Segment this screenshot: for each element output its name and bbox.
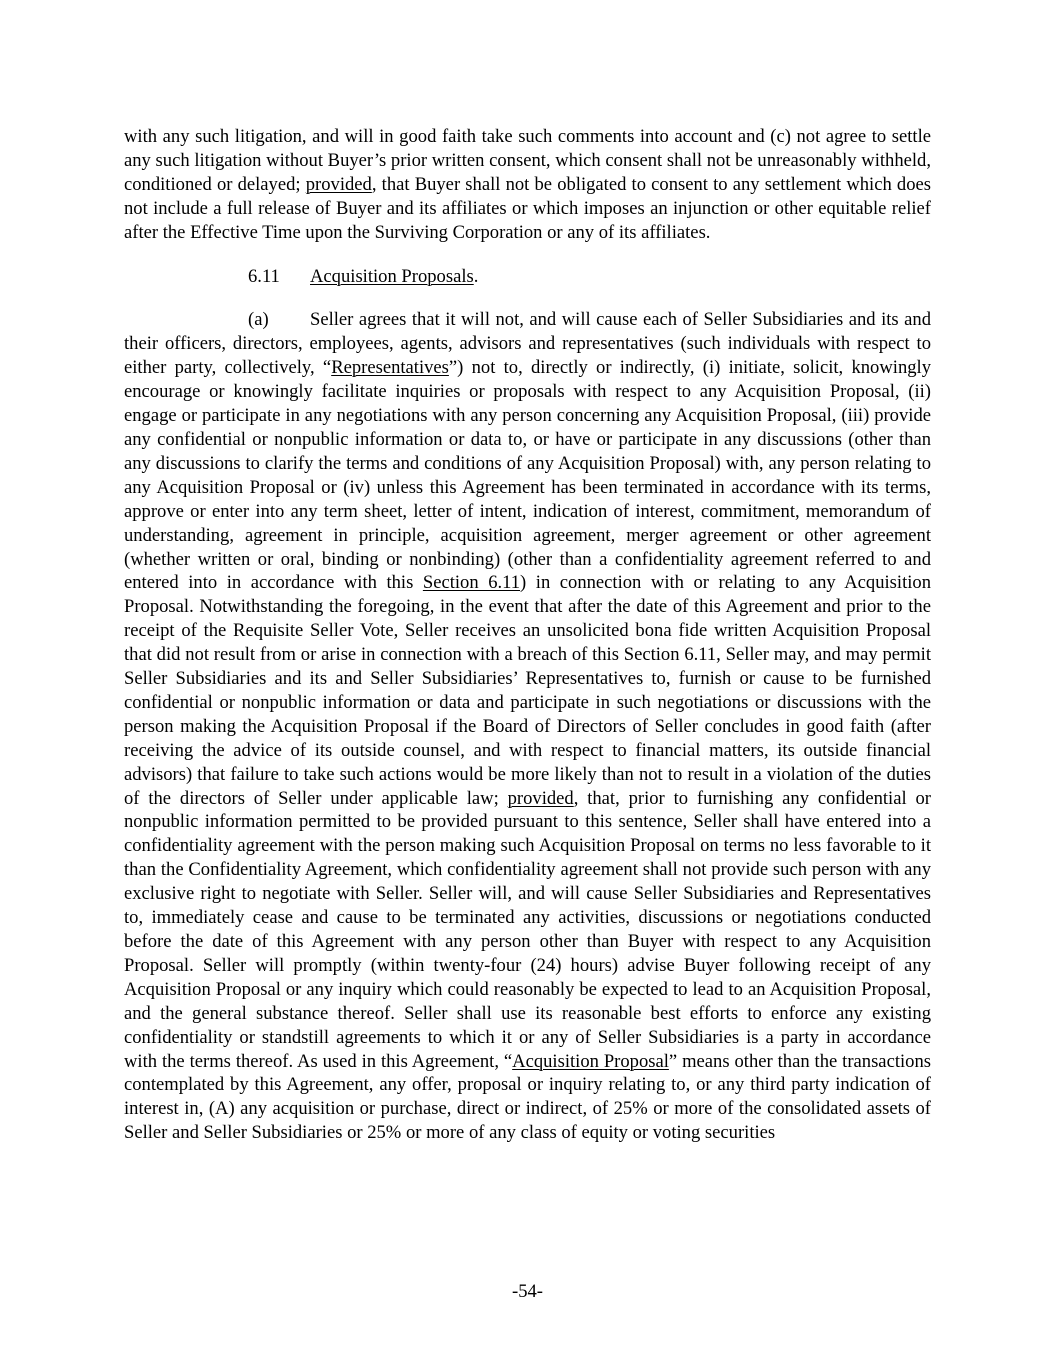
provided-term: provided bbox=[305, 173, 372, 195]
paragraph-a-text-2: ”) not to, directly or indirectly, (i) initiate, solicit, knowingly encourage or knowingly facilitate inquiries or proposals with respect to any Acquisition Proposal, (ii) engage or participate in any negotiations with any person concerning any Acquisition Proposal, (iii) provide any confidential or nonpublic information or data to, or have or participate in any discussions (other than any discussions to clarify the terms and conditions of any Acquisition Proposal) with, any person relating to any Acquisition Proposal or (iv) unless this Agreement has been terminated in accordance with its terms, approve or enter into any term sheet, letter of intent, indication of interest, commitment, memorandum of understanding, agreement in principle, acquisition agreement, merger agreement or other agreement (whether written or oral, binding or nonbinding) (other than a confidentiality agreement referred to and entered into in accordance with this bbox=[124, 357, 932, 594]
section-title: Acquisition Proposals bbox=[310, 265, 474, 287]
paragraph-a-text-3: ) in connection with or relating to any Acquisition Proposal. Notwithstanding the foregoing, in the event that after the date of this Agreement and prior to the receipt of the Requisite Seller Vote, Seller receives an unsolicited bona fide written Acquisition Proposal that did not result from or arise in connection with a breach of this Section 6.11, Seller may, and may permit Seller Subsidiaries and its and Seller Subsidiaries’ Representatives to, furnish or cause to be furnished confidential or nonpublic information or data and participate in such negotiations or discussions with the person making the Acquisition Proposal if the Board of Directors of Seller concludes in good faith (after receiving the advice of its outside counsel, and with respect to financial matters, its outside financial advisors) that failure to take such actions would be more likely than not to result in a violation of the duties of the directors of Seller under applicable law; bbox=[124, 572, 931, 809]
paragraph-a-text-5: ” means other than the transactions contemplated by this Agreement, any offer, proposal or inquiry relating to, or any third party indication of interest in, (A) any acquisition or purchase, direct or indirect, of 25% or more of the consolidated assets of Seller and Seller Subsidiaries or 25% or more of any class of equity or voting securities bbox=[124, 1050, 931, 1144]
paragraph-a-text-1: Seller agrees that it will not, and will cause each of Seller Subsidiaries and its and their officers, directors, employees, agents, advisors and representatives (such individuals with respect to either party, collectively, “ bbox=[124, 309, 931, 379]
acquisition-proposal-term: Acquisition Proposal bbox=[512, 1050, 669, 1072]
paragraph-a-text-4: , that, prior to furnishing any confidential or nonpublic information permitted to be provided pursuant to this sentence, Seller shall have entered into a confidentiality agreement with the person making such Acquisition Proposal on terms no less favorable to it than the Confidentiality Agreement, which confidentiality agreement shall not provide such person with any exclusive right to negotiate with Seller. Seller will, and will cause Seller Subsidiaries and Representatives to, immediately cease and cause to be terminated any activities, discussions or negotiations conducted before the date of this Agreement with any person other than Buyer with respect to any Acquisition Proposal. Seller will promptly (within twenty-four (24) hours) advise Buyer following receipt of any Acquisition Proposal or any inquiry which could reasonably be expected to lead to an Acquisition Proposal, and the general substance thereof. Seller shall use its reasonable best efforts to enforce any existing confidentiality or standstill agreements to which it or any of Seller Subsidiaries is a party in accordance with the terms thereof. As used in this Agreement, “ bbox=[124, 787, 931, 1072]
section-heading bbox=[124, 265, 931, 289]
intro-paragraph bbox=[124, 125, 931, 245]
paragraph-label: (a) bbox=[248, 309, 269, 331]
representatives-term: Representatives bbox=[331, 357, 449, 379]
paragraph-a bbox=[124, 308, 931, 1145]
section-title-period: . bbox=[473, 265, 479, 287]
section-number: 6.11 bbox=[248, 265, 280, 287]
provided-term-2: provided bbox=[507, 787, 574, 809]
page-number: -54- bbox=[512, 1281, 543, 1302]
intro-text-1: with any such litigation, and will in good faith take such comments into account and (c) not agree to settle any such litigation without Buyer’s prior written consent, which consent shall not be unreasonably withheld, conditioned or delayed; bbox=[124, 126, 931, 195]
page-body bbox=[124, 125, 931, 1145]
intro-text-2: , that Buyer shall not be obligated to consent to any settlement which does not include a full release of Buyer and its affiliates or which imposes an injunction or other equitable relief after the Effective Time upon the Surviving Corporation or any of its affiliates. bbox=[124, 173, 931, 243]
section-reference: Section 6.11 bbox=[422, 572, 521, 594]
